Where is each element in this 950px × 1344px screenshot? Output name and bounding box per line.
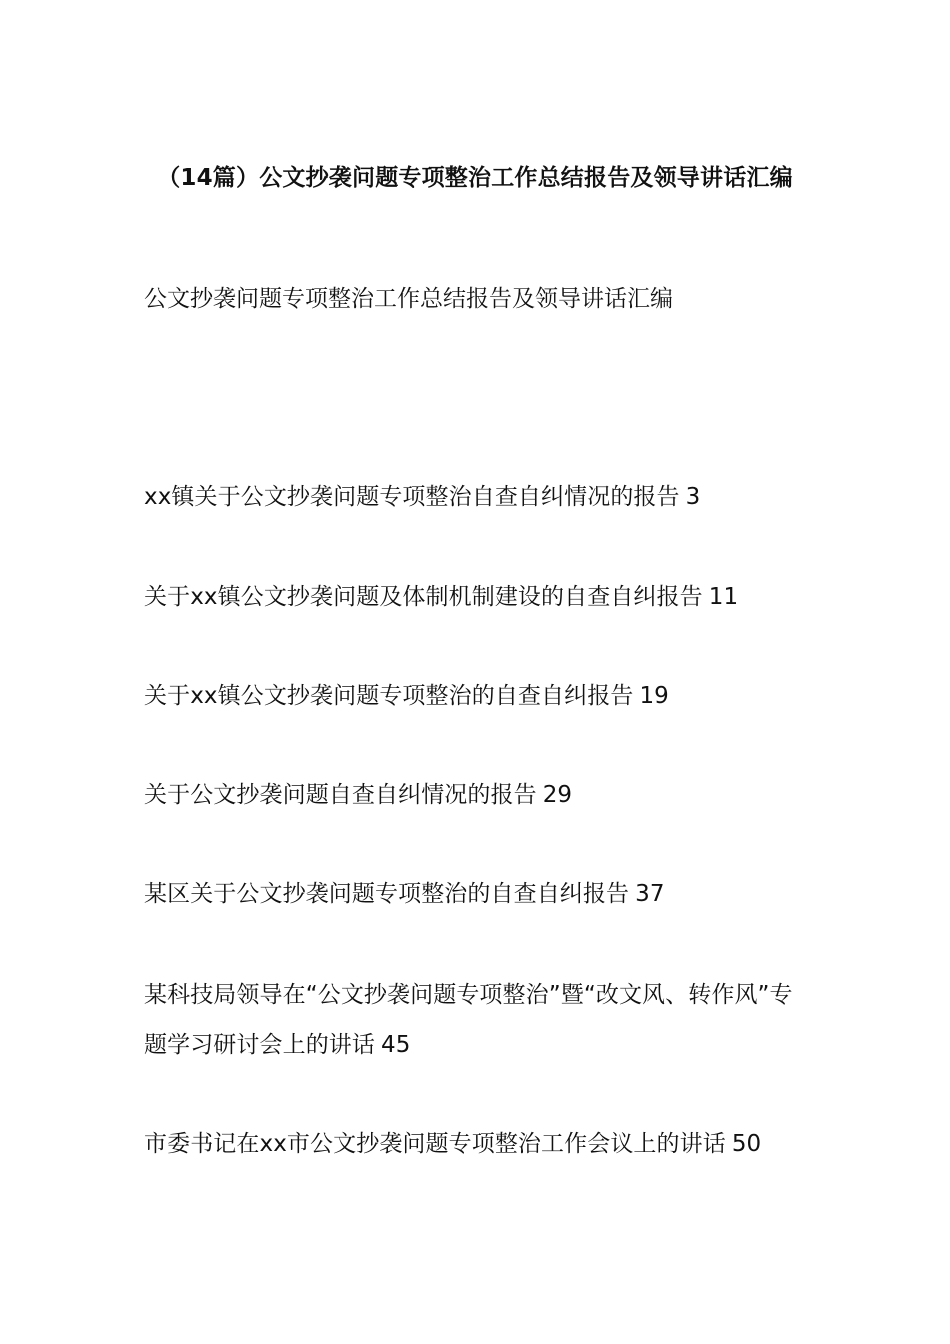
toc-item-page: 37: [635, 881, 665, 907]
toc-item[interactable]: [144, 970, 814, 1070]
toc-item-title: 某科技局领导在“公文抄袭问题专项整治”暨“改文风、转作风”专题学习研讨会上的讲话: [144, 982, 793, 1058]
toc-item[interactable]: [144, 572, 814, 622]
toc-item-page: 29: [542, 782, 573, 808]
toc-item-title: 某区关于公文抄袭问题专项整治的自查自纠报告: [144, 881, 630, 907]
toc-item[interactable]: [144, 472, 814, 522]
toc-item-page: 50: [731, 1131, 762, 1157]
toc-item[interactable]: [144, 770, 814, 820]
toc-item[interactable]: [144, 869, 814, 919]
toc-item-title: 关于xx镇公文抄袭问题专项整治的自查自纠报告: [144, 683, 634, 709]
toc-item-title: 关于公文抄袭问题自查自纠情况的报告: [144, 782, 537, 808]
toc-item[interactable]: [144, 1119, 814, 1169]
document-subtitle: 公文抄袭问题专项整治工作总结报告及领导讲话汇编: [144, 286, 673, 312]
toc-item[interactable]: [144, 671, 814, 721]
toc-item-page: 45: [381, 1032, 411, 1058]
toc-item-page: 3: [685, 484, 701, 510]
toc-item-title: xx镇关于公文抄袭问题专项整治自查自纠情况的报告: [144, 484, 680, 510]
toc-item-title: 市委书记在xx市公文抄袭问题专项整治工作会议上的讲话: [144, 1131, 726, 1157]
document-title: （14篇）公文抄袭问题专项整治工作总结报告及领导讲话汇编: [157, 165, 793, 191]
toc-item-page: 11: [708, 584, 739, 610]
toc-item-title: 关于xx镇公文抄袭问题及体制机制建设的自查自纠报告: [144, 584, 703, 610]
toc-item-page: 19: [639, 683, 669, 709]
